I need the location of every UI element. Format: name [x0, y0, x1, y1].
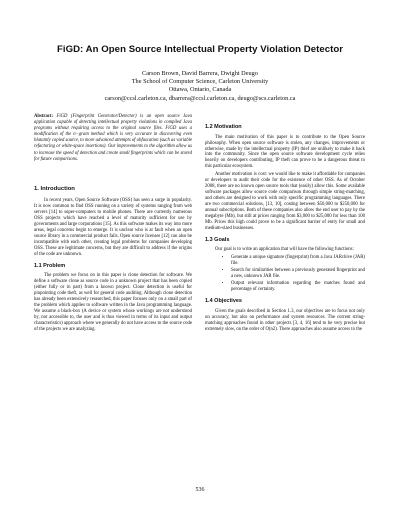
author-block: [0, 70, 400, 103]
abstract-text: FiGD (Fingerprint Generator/Detector) is an open source Java application capable of detecting intellectual property violations in compiled Java programs without requiring access to the original source files. FiGD uses a modification of the n−gram method which is very accurate in discovering even blatantly copied source, to more advanced attempts of obfuscation (such as variable refactoring or white-space insertions). Our improvements to the algorithm allow us to increase the speed of detection and create small fingerprints which can be stored for future comparisons.: [34, 114, 192, 162]
goals-list-item: • Generate a unique signature (fingerprint) from a Java JARchive (JAR) file.: [231, 255, 365, 267]
problem-paragraph: The problem we focus on in this paper is clone detection for software. We define a software clone as source code in a unknown project that has been copied (either fully or in part) from a known project. Clone detection is useful for pinpointing code theft, as well for general code auditing. Although clone detection has already been extensively researched, this paper focuses only on a small part of the problem which applies to software written in the Java programming language. We assume a black-box (A device or system whose workings are not understood by, nor accessible to, the user and is thus viewed in terms of its input and output characteristics) approach where we generally do not have access to the source code of the projects we are analyzing.: [34, 273, 192, 332]
goals-list-item: • Search for similarities between a previously generated fingerprint and a new, unknown JAR file.: [231, 268, 365, 280]
author-affiliation: The School of Computer Science, Carleton University: [131, 78, 269, 86]
right-column: [205, 124, 365, 335]
abstract-label: Abstract:: [34, 114, 54, 119]
section-heading-problem: 1.1 Problem: [34, 262, 66, 269]
section-heading-objectives: 1.4 Objectives: [205, 298, 242, 305]
author-location: Ottawa, Ontario, Canada: [168, 86, 232, 94]
motivation-paragraph-2: Another motivation is cost: we would like to make it affordable for companies or developers to audit their code for the existence of other OSS. As of October 2008, there are no known open source tools that (easily) allow this. Some available software packages allow source code comparison through simple string-matching, and others are designed to work with only specific programming languages. There are two commercial solutions, [13, 10], costing between $50,000 to $250,000 for annual subscriptions. Both of these companies also allow the end user to pay by the megabyte (Mb), but still at prices ranging from $3,000 to $25,000 for less than 100 Mb. Prices this high could prove to be a significant barrier of entry for small and medium-sized businesses.: [205, 172, 365, 231]
abstract: [34, 114, 192, 163]
motivation-paragraph-1: The main motivation of this paper is to contribute to the Open Source philosophy. When open source software is stolen, any changes, improvements or otherwise, made by the intellectual property (IP) thief are unlikely to make it back into the community. Since the open source software development cycle relies heavily on developers contributing, IP theft can prove to be a dangerous threat to this particular ecosystem.: [205, 134, 365, 170]
author-names: Carson Brown, David Barrera, Dwight Deugo: [142, 70, 258, 77]
section-heading-goals: 1.3 Goals: [205, 236, 230, 243]
page-number: 536: [195, 487, 205, 493]
objectives-paragraph: Given the goals described in Section 1.3, our objectives are to focus not only on accuracy, but also on performance and system resources. The current string-matching approaches found in other projects [3, 4, 16] tend to be very precise but extremely slow, on the order of O(n2). There approaches also assume access to the: [205, 308, 365, 332]
paper-title: FiGD: An Open Source Intellectual Property Violation Detector: [56, 44, 344, 55]
author-emails: carson@ccsl.carleton.ca, dbarrera@ccsl.carleton.ca, deugo@scs.carleton.ca: [104, 94, 296, 102]
section-heading-introduction: 1. Introduction: [34, 186, 75, 192]
goals-list: [205, 255, 365, 293]
goals-intro: Our goal is to write an application that will have the following functions:: [215, 247, 354, 253]
introduction-paragraph: In recent years, Open Source Software (OSS) has seen a surge in popularity. It is now common to find OSS running on a variety of systems ranging from web servers [14] to super-computers to mobile phones. There are currently numerous OSS projects which have reached a level of maturity sufficient for use by governments and large corporations [15]. As this software makes its way into more areas, legal concerns begin to emerge. It is unclear who is at fault when an open source library in a commercial product fails. Open source licenses [12] can also be incompatible with each other, creating legal problems for companies developing OSS. These are legitimate concerns, but they are difficult to address if the origins of the code are unknown.: [34, 198, 192, 257]
goals-list-item: • Output relevant information regarding the matches found and percentage of certainty.: [231, 281, 365, 293]
section-heading-motivation: 1.2 Motivation: [205, 124, 242, 130]
left-column: [34, 180, 192, 335]
